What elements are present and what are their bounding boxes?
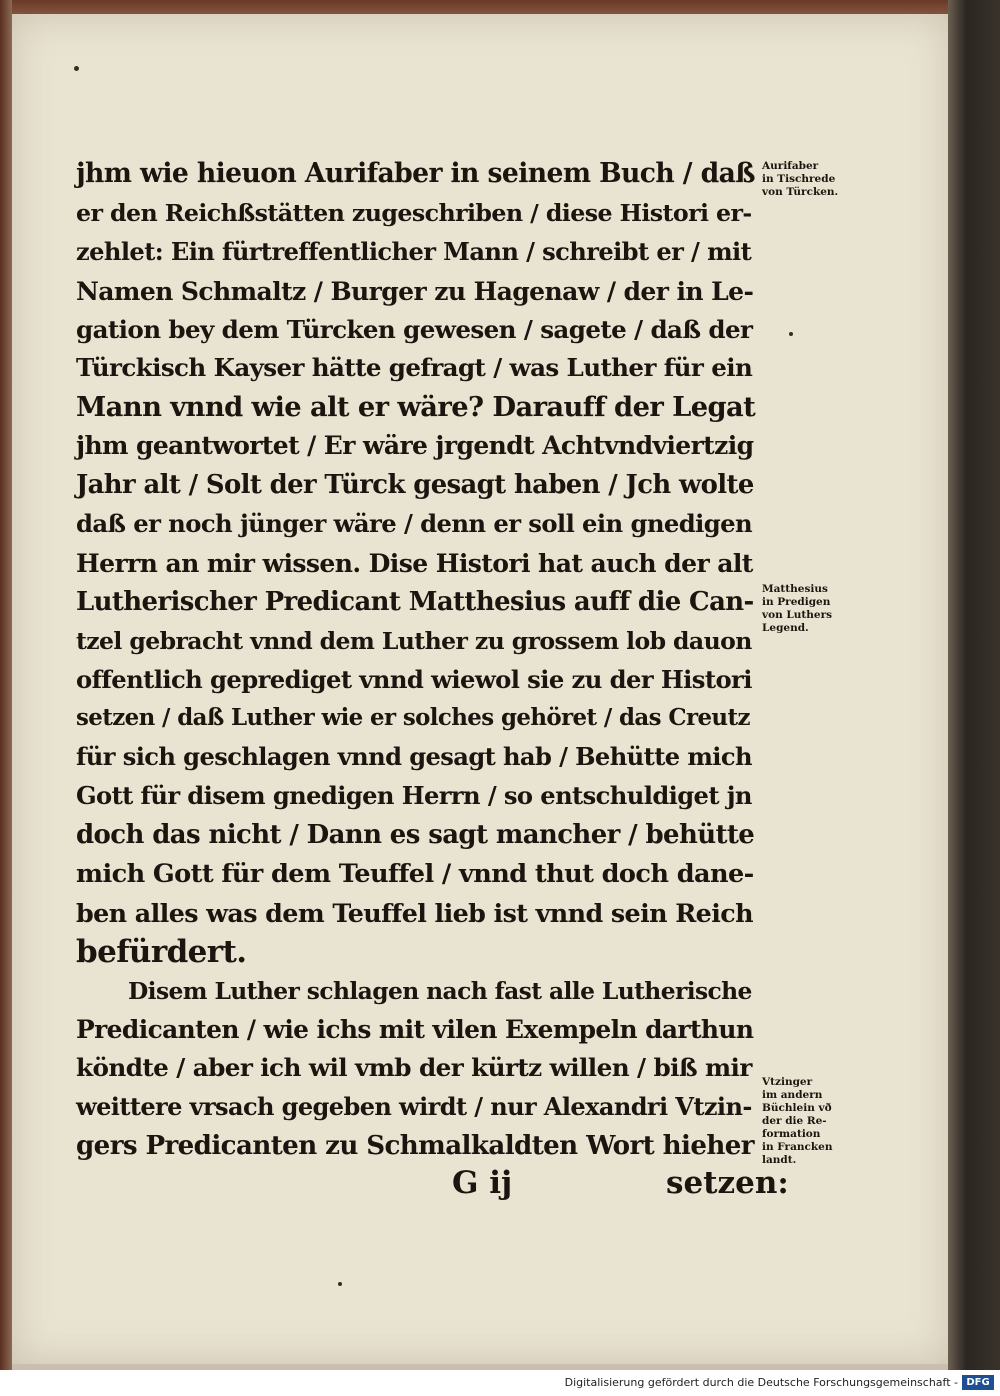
main-text-block bbox=[76, 155, 766, 1166]
margin-note-line: in Predigen bbox=[762, 596, 831, 608]
text-line: jhm wie hieuon Aurifaber in seinem Buch / daß bbox=[76, 158, 755, 189]
ink-speck bbox=[338, 1282, 342, 1286]
margin-note-line: Matthesius bbox=[762, 583, 828, 595]
text-line: doch das nicht / Dann es sagt mancher / behütte bbox=[76, 820, 755, 851]
text-line: köndte / aber ich wil vmb der kürtz willen / biß mir bbox=[76, 1053, 752, 1083]
text-line: Türckisch Kayser hätte gefragt / was Luther für ein bbox=[76, 353, 753, 383]
text-line: Namen Schmaltz / Burger zu Hagenaw / der in Le- bbox=[76, 275, 754, 306]
text-line: ben alles was dem Teuffel lieb ist vnnd sein Reich bbox=[76, 897, 753, 928]
dfg-logo: DFG bbox=[962, 1375, 994, 1390]
margin-note-line: von Türcken. bbox=[762, 186, 839, 198]
text-line: zehlet: Ein fürtreffentlicher Mann / schreibt er / mit bbox=[76, 236, 752, 266]
margin-note-line: Büchlein vð bbox=[762, 1102, 832, 1114]
margin-note-line: Aurifaber bbox=[762, 160, 819, 172]
margin-note-line: Legend. bbox=[762, 622, 809, 634]
text-line: setzen / daß Luther wie er solches gehöret / das Creutz bbox=[76, 704, 750, 732]
text-line: offentlich geprediget vnnd wiewol sie zu der Histori bbox=[76, 664, 752, 694]
text-line: daß er noch jünger wäre / denn er soll ein gnedigen bbox=[76, 509, 753, 539]
funding-credit: Digitalisierung gefördert durch die Deutsche Forschungsgemeinschaft - bbox=[564, 1376, 958, 1389]
text-line: Herrn an mir wissen. Dise Histori hat auch der alt bbox=[76, 547, 753, 578]
margin-note-line: landt. bbox=[762, 1154, 797, 1166]
margin-note-line: formation bbox=[762, 1128, 821, 1140]
text-line: Lutherischer Predicant Matthesius auff die Can- bbox=[76, 586, 754, 617]
text-line: Mann vnnd wie alt er wäre? Darauff der Legat bbox=[76, 391, 756, 424]
text-line: tzel gebracht vnnd dem Luther zu grossem lob dauon bbox=[76, 626, 752, 655]
margin-note-aurifaber bbox=[762, 160, 872, 199]
margin-note-line: von Luthers bbox=[762, 609, 833, 621]
text-line: Jahr alt / Solt der Türck gesagt haben / Jch wolte bbox=[76, 470, 754, 501]
text-line: gation bey dem Türcken gewesen / sagete / daß der bbox=[76, 314, 753, 344]
catchword: setzen: bbox=[666, 1165, 789, 1201]
footer-bar bbox=[0, 1372, 1000, 1396]
text-line: Gott für disem gnedigen Herrn / so entschuldiget jn bbox=[76, 781, 752, 811]
book-edge-left bbox=[0, 0, 12, 1370]
text-line: weittere vrsach gegeben wirdt / nur Alexandri Vtzin- bbox=[76, 1092, 752, 1122]
margin-note-line: in Tischrede bbox=[762, 173, 836, 185]
text-line: für sich geschlagen vnnd gesagt hab / Behütte mich bbox=[76, 742, 752, 772]
paragraph-start-line: Disem Luther schlagen nach fast alle Lutherische bbox=[128, 976, 752, 1005]
margin-note-line: in Francken bbox=[762, 1141, 833, 1153]
text-line: befürdert. bbox=[76, 933, 247, 970]
text-line: Predicanten / wie ichs mit vilen Exempeln darthun bbox=[76, 1014, 754, 1044]
ink-speck bbox=[74, 66, 79, 71]
margin-note-line: im andern bbox=[762, 1089, 823, 1101]
margin-note-vtzinger bbox=[762, 1076, 872, 1167]
ink-speck bbox=[789, 332, 793, 336]
margin-note-line: der die Re- bbox=[762, 1115, 827, 1127]
book-edge-right bbox=[948, 0, 1000, 1370]
text-line: jhm geantwortet / Er wäre jrgendt Achtvndviertzig bbox=[76, 431, 754, 461]
margin-note-line: Vtzinger bbox=[762, 1076, 813, 1088]
signature-mark: G ij bbox=[452, 1165, 513, 1201]
text-line: gers Predicanten zu Schmalkaldten Wort hieher bbox=[76, 1130, 754, 1162]
margin-note-matthesius bbox=[762, 583, 872, 635]
text-line: mich Gott für dem Teuffel / vnnd thut doch dane- bbox=[76, 859, 754, 890]
text-line: er den Reichßstätten zugeschriben / diese Histori er- bbox=[76, 198, 752, 227]
